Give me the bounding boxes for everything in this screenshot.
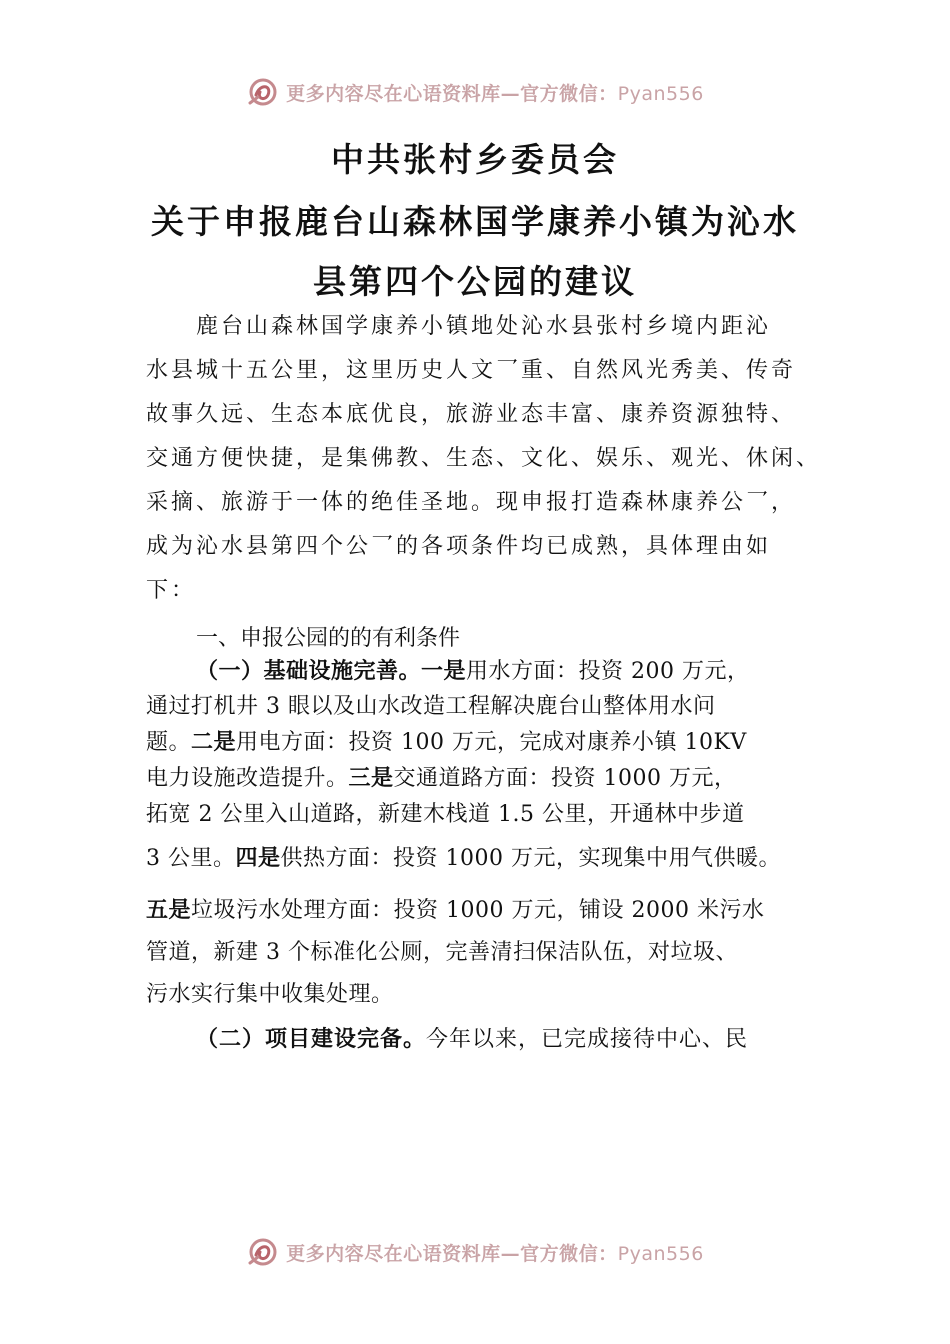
section-heading: 一、申报公园的的有利条件 <box>196 626 461 651</box>
keyword-2: 二是 <box>191 730 237 755</box>
item1-line-9: 污水实行集中收集处理。 <box>146 982 394 1007</box>
item1-line-4-text: 交通道路方面：投资 1000 万元， <box>393 766 737 791</box>
item2-line-1 <box>196 1024 748 1055</box>
intro-line-6: 成为沁水县第四个公⺂的各项条件均已成熟，具体理由如 <box>146 534 772 559</box>
keyword-4: 四是 <box>235 846 281 871</box>
item2-line-1-text: 今年以来，已完成接待中心、民 <box>426 1027 749 1052</box>
item1-line-1 <box>196 656 750 687</box>
item1-line-4 <box>146 764 737 794</box>
item1-line-6 <box>146 844 781 874</box>
title-line-2: 关于申报鹿台山森林国学康养小镇为沁水 <box>151 202 799 241</box>
intro-line-3: 故事久远、生态本底优良，旅游业态丰富、康养资源独特、 <box>146 402 797 427</box>
header-watermark <box>0 72 950 112</box>
item1-line-6-pre: 3 公里。 <box>146 846 236 871</box>
item1-line-6-text: 供热方面：投资 1000 万元，实现集中用气供暖。 <box>280 846 781 871</box>
intro-line-7: 下： <box>146 578 197 603</box>
intro-line-4: 交通方便快捷，是集佛教、生态、文化、娱乐、观光、休闲、 <box>146 446 822 471</box>
keyword-1: 一是 <box>421 659 467 684</box>
swirl-logo-icon <box>246 75 280 109</box>
intro-line-2: 水县城十五公里，这里历史人文⺂重、自然风光秀美、传奇 <box>146 358 797 383</box>
watermark-text: 更多内容尽在心语资料库—官方微信：Pyan556 <box>286 1242 704 1265</box>
intro-line-1: 鹿台山森林国学康养小镇地处沁水县张村乡境内距沁 <box>196 314 772 339</box>
item1-line-5: 拓宽 2 公里入山道路，新建木栈道 1.5 公里，开通林中步道 <box>146 802 745 827</box>
item2-label: （二）项目建设完备。 <box>196 1026 427 1052</box>
watermark-text: 更多内容尽在心语资料库—官方微信：Pyan556 <box>286 82 704 105</box>
title-line-3: 县第四个公园的建议 <box>313 262 637 301</box>
keyword-5: 五是 <box>146 898 192 923</box>
watermark-handle: Pyan556 <box>617 82 704 105</box>
item1-line-2: 通过打机井 3 眼以及山水改造工程解决鹿台山整体用水问 <box>146 694 716 719</box>
footer-watermark <box>0 1232 950 1272</box>
item1-line-1-text: 用水方面：投资 200 万元， <box>466 659 750 684</box>
item1-line-3 <box>146 728 747 758</box>
item1-line-3-pre: 题。 <box>146 730 192 755</box>
item1-line-7 <box>146 896 764 926</box>
intro-line-5: 采摘、旅游于一体的绝佳圣地。现申报打造森林康养公⺂， <box>146 490 797 515</box>
item1-line-4-pre: 电力设施改造提升。 <box>146 766 349 791</box>
item1-line-7-text: 垃圾污水处理方面：投资 1000 万元，铺设 2000 米污水 <box>191 898 765 923</box>
watermark-handle: Pyan556 <box>617 1242 704 1265</box>
swirl-logo-icon <box>246 1235 280 1269</box>
item1-line-3-text: 用电方面：投资 100 万元，完成对康养小镇 10KV <box>236 730 747 755</box>
keyword-3: 三是 <box>348 766 394 791</box>
item1-line-8: 管道，新建 3 个标准化公厕，完善清扫保洁队伍，对垃圾、 <box>146 940 738 965</box>
item1-label: （一）基础设施完善。 <box>196 658 422 684</box>
title-line-1: 中共张村乡委员会 <box>331 140 619 179</box>
